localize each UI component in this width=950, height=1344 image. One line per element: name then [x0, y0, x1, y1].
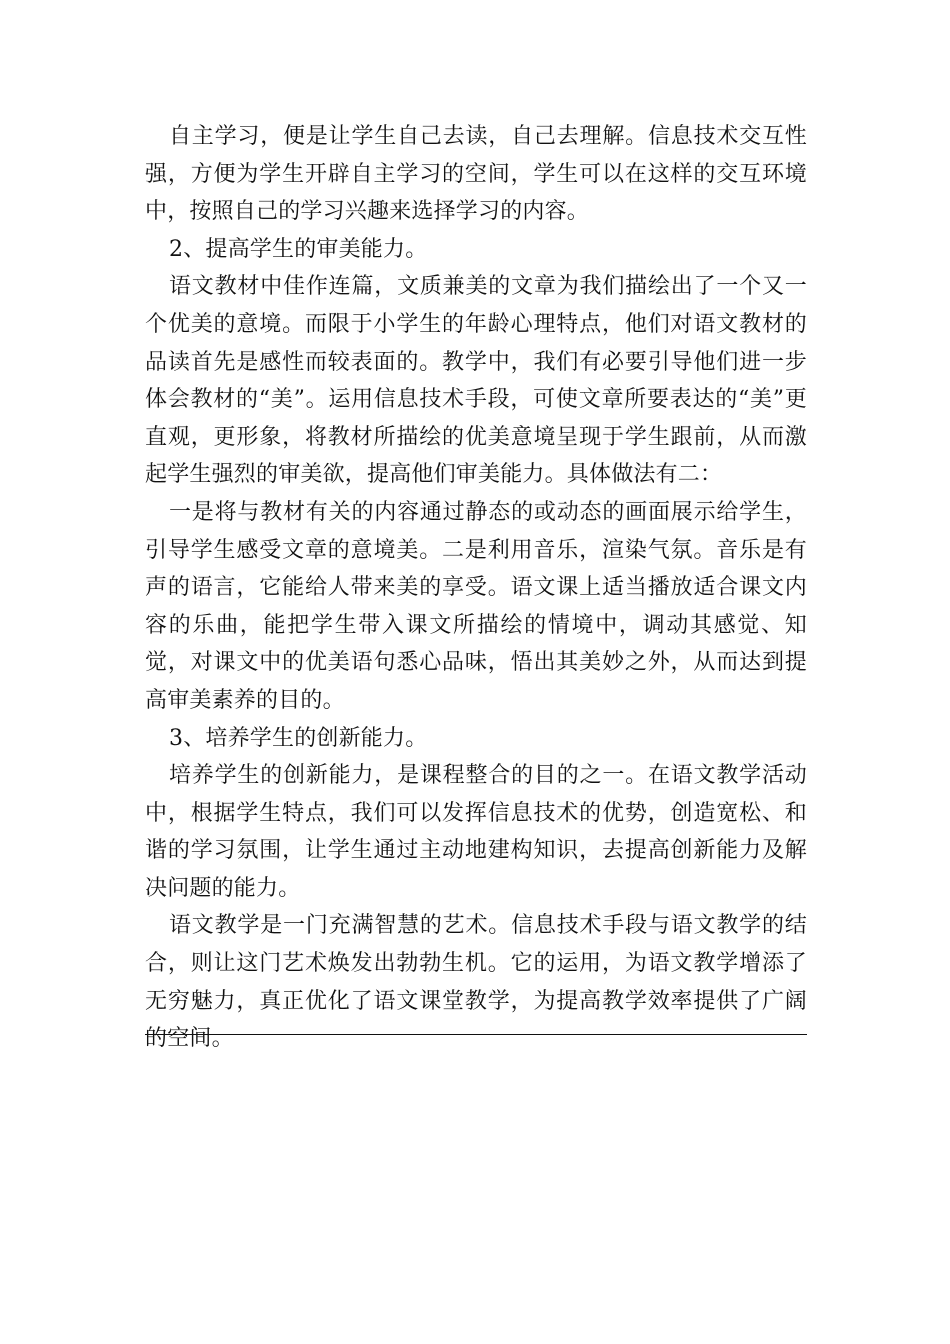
paragraph-self-learning: 自主学习，便是让学生自己去读，自己去理解。信息技术交互性强，方便为学生开辟自主学习的空间，学生可以在这样的交互环境中，按照自己的学习兴趣来选择学习的内容。	[145, 124, 807, 225]
document-body	[145, 118, 807, 1058]
paragraph-innovation: 培养学生的创新能力，是课程整合的目的之一。在语文教学活动中，根据学生特点，我们可以发挥信息技术的优势，创造宽松、和谐的学习氛围，让学生通过主动地建构知识，去提高创新能力及解决问题的能力。	[145, 763, 807, 901]
paragraph-conclusion: 语文教学是一门充满智慧的艺术。信息技术手段与语文教学的结合，则让这门艺术焕发出勃勃生机。它的运用，为语文教学增添了无穷魅力，真正优化了语文课堂教学，为提高教学效率提供了广阔的空间。	[145, 913, 807, 1052]
heading-innovation-ability: 3、培养学生的创新能力。	[169, 725, 428, 751]
end-divider-line	[145, 1034, 807, 1035]
paragraph-aesthetic-intro: 语文教材中佳作连篇，文质兼美的文章为我们描绘出了一个又一个优美的意境。而限于小学生的年龄心理特点，他们对语文教材的品读首先是感性而较表面的。教学中，我们有必要引导他们进一步体会教材的“美”。运用信息技术手段，可使文章所要表达的“美”更直观，更形象，将教材所描绘的优美意境呈现于学生跟前，从而激起学生强烈的审美欲，提高他们审美能力。具体做法有二：	[145, 274, 807, 488]
heading-aesthetic-ability: 2、提高学生的审美能力。	[169, 236, 428, 262]
paragraph-aesthetic-methods: 一是将与教材有关的内容通过静态的或动态的画面展示给学生，引导学生感受文章的意境美。二是利用音乐，渲染气氛。音乐是有声的语言，它能给人带来美的享受。语文课上适当播放适合课文内容的乐曲，能把学生带入课文所描绘的情境中，调动其感觉、知觉，对课文中的优美语句悉心品味，悟出其美妙之外，从而达到提高审美素养的目的。	[145, 499, 807, 713]
